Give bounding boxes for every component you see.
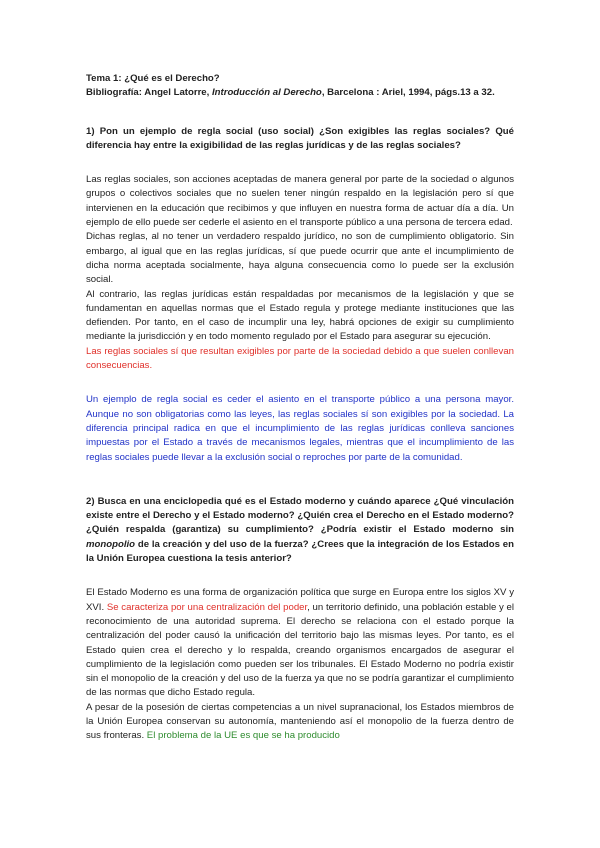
bibliography-prefix: Bibliografía: Angel Latorre, <box>86 87 212 99</box>
answer-2-p1-red-highlight: Se caracteriza por una centralización del poder <box>106 601 308 613</box>
question-2-italic-term: monopolio <box>86 538 136 550</box>
answer-1-revised-blue: Un ejemplo de regla social es ceder el asiento en el transporte público a una persona mayor. Aunque no son obligatorias como las leyes, las reglas sociales sí son exigibles por la sociedad. La diferencia principal radica en que el incumplimiento de las reglas jurídicas conlleva sanciones impuestas por el Estado a través de mecanismos legales, mientras que el incumplimiento de las reglas sociales puede llevar a la exclusión social o reproches por parte de la comunidad. <box>86 394 514 463</box>
answer-1-paragraph-3: Al contrario, las reglas jurídicas están respaldadas por mecanismos de la legislación y que se fundamentan en aquellas normas que el Estado regula y protege mediante instituciones que las defienden. Por tanto, en el caso de incumplir una ley, habrá opciones de exigir su cumplimiento mediante la jurisdicción y en todo momento regulado por el Estado para asegurar su ejecución. <box>86 288 514 343</box>
answer-1-paragraph-2: Dichas reglas, al no tener un verdadero respaldo jurídico, no son de cumplimiento obligatorio. Sin embargo, al igual que en las reglas jurídicas, sí que puede ocurrir que ante el incumplimiento de dicha norma aceptada socialmente, haya alguna consecuencia como lo puede ser la exclusión social. <box>86 231 514 286</box>
document-title: Tema 1: ¿Qué es el Derecho? <box>86 73 220 84</box>
answer-1-paragraph-1: Las reglas sociales, son acciones aceptadas de manera general por parte de la sociedad o algunos grupos o colectivos sociales que no suelen tener ningún respaldo en la legislación pero sí que intervienen en la educación que recibimos y que influyen en nuestra forma de actuar día a día. Un ejemplo de ello puede ser cederle el asiento en el transporte público a una persona de tercera edad. <box>86 174 514 229</box>
bibliography <box>86 86 514 100</box>
answer-2-p2-green-highlight: El problema de la UE es que se ha producido <box>146 730 340 742</box>
answer-2-p1-rest: , un territorio definido, una población estable y el reconocimiento de una autoridad suprema. El derecho se relaciona con el estado porque la centralización del poder causó la unificación del territorio bajo las mismas leyes. Por tanto, es el Estado quien crea el derecho y lo respalda, creando organismos encargados de asegurar el cumplimiento de la legislación como pueden ser los tribunales. El Estado Moderno no podría existir sin el monopolio de la creación y del uso de la fuerza ya que no se podría garantizar el cumplimiento de las normas que dicho Estado regula. <box>86 601 514 699</box>
bibliography-book-title: Introducción al Derecho <box>211 87 322 99</box>
answer-2-paragraph-2 <box>86 701 514 744</box>
question-1: 1) Pon un ejemplo de regla social (uso social) ¿Son exigibles las reglas sociales? Qué diferencia hay entre la exigibilidad de las reglas jurídicas y de las reglas sociales? <box>86 125 514 151</box>
question-2-part-a: 2) Busca en una enciclopedia qué es el Estado moderno y cuándo aparece ¿Qué vinculación existe entre el Derecho y el Estado moderno? ¿Quién crea el Derecho en el Estado moderno? ¿Quién respalda (garantiza) su cumplimiento? ¿Podría existir el Estado moderno sin <box>86 495 514 536</box>
answer-2-paragraph-1 <box>86 586 514 700</box>
answer-2-p1-start: El Estado Moderno es una forma de organización política que surge en Europa entre los siglos XV y XVI. <box>86 587 514 613</box>
answer-1-highlight-red: Las reglas sociales sí que resultan exigibles por parte de la sociedad debido a que suelen conllevan consecuencias. <box>86 345 514 372</box>
bibliography-suffix: , Barcelona : Ariel, 1994, págs.13 a 32. <box>321 87 495 99</box>
document-content <box>86 72 514 744</box>
question-2-part-b: de la creación y del uso de la fuerza? ¿Crees que la integración de los Estados en la Unión Europea cuestiona la tesis anterior? <box>86 538 514 565</box>
question-2 <box>86 495 514 566</box>
answer-2-p2-start: A pesar de la posesión de ciertas competencias a un nivel supranacional, los Estados miembros de la Unión Europea conservan su autonomía, manteniendo así el monopolio de la fuerza dentro de sus fronteras. <box>86 701 514 742</box>
